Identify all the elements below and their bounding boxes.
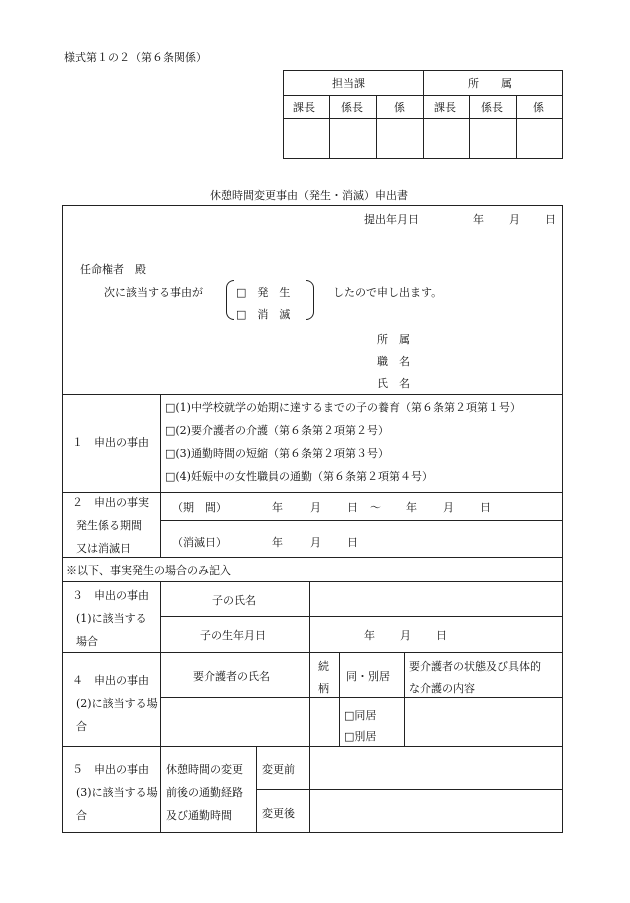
reason-option-2[interactable]: □(2)要介護者の介護（第６条第２項第２号） xyxy=(165,424,389,437)
position-label: 職 名 xyxy=(377,355,410,368)
approval-col: 課長 xyxy=(434,101,456,114)
period-end-year: 年 xyxy=(406,501,417,514)
name-label: 氏 名 xyxy=(377,377,410,390)
period-end-month: 月 xyxy=(443,501,454,514)
sec5-label: (3)に該当する場 xyxy=(76,786,158,799)
child-birthdate-label: 子の生年月日 xyxy=(200,629,266,642)
period-label: 又は消滅日 xyxy=(76,542,131,555)
checkbox-occurrence[interactable]: □ 発 生 xyxy=(236,286,291,299)
commute-desc: 前後の通勤経路 xyxy=(166,786,243,799)
care-state-label: 要介護者の状態及び具体的 xyxy=(409,660,541,673)
sec3-label: ３ 申出の事由 xyxy=(72,589,149,602)
date-year: 年 xyxy=(473,213,484,226)
care-state-label: な介護の内容 xyxy=(409,682,475,695)
sec4-label: 合 xyxy=(76,720,87,733)
sec4-label: (2)に該当する場 xyxy=(76,697,158,710)
extinction-day: 日 xyxy=(347,536,358,549)
intro-text: 次に該当する事由が xyxy=(104,286,203,299)
form-title: 休憩時間変更事由（発生・消滅）申出書 xyxy=(210,189,408,202)
extinction-month: 月 xyxy=(310,536,321,549)
approval-col: 係長 xyxy=(341,101,363,114)
period-type-label: （期 間） xyxy=(172,501,227,514)
form-number: 様式第１の２（第６条関係） xyxy=(64,51,207,64)
affiliation-label: 所 属 xyxy=(377,333,410,346)
approval-group-section: 担当課 xyxy=(332,77,365,90)
approval-col: 係 xyxy=(533,101,544,114)
reason-option-1[interactable]: □(1)中学校就学の始期に達するまでの子の養育（第６条第２項第１号） xyxy=(165,401,521,414)
left-bracket xyxy=(226,280,234,320)
carer-name-label: 要介護者の氏名 xyxy=(193,670,270,683)
approval-col: 係長 xyxy=(481,101,503,114)
approval-group-affiliation: 所 属 xyxy=(468,77,512,90)
right-bracket xyxy=(306,280,314,320)
birth-year: 年 xyxy=(364,629,375,642)
date-day: 日 xyxy=(545,213,556,226)
note-text: ※以下、事実発生の場合のみ記入 xyxy=(66,564,231,577)
period-tilde: ～ xyxy=(370,501,381,514)
extinction-year: 年 xyxy=(272,536,283,549)
reason-option-3[interactable]: □(3)通勤時間の短縮（第６条第２項第３号） xyxy=(165,447,389,460)
reason-option-4[interactable]: □(4)妊娠中の女性職員の通勤（第６条第２項第４号） xyxy=(165,470,433,483)
child-name-label: 子の氏名 xyxy=(212,594,256,607)
closing-text: したので申し出ます。 xyxy=(333,286,443,299)
period-start-month: 月 xyxy=(310,501,321,514)
checkbox-extinction[interactable]: □ 消 滅 xyxy=(236,308,291,321)
checkbox-separate-house[interactable]: □別居 xyxy=(344,730,377,743)
before-change-label: 変更前 xyxy=(262,763,295,776)
approval-col: 課長 xyxy=(293,101,315,114)
commute-desc: 及び通勤時間 xyxy=(166,809,232,822)
period-start-day: 日 xyxy=(347,501,358,514)
sec5-label: 合 xyxy=(76,809,87,822)
period-label: 発生係る期間 xyxy=(76,519,142,532)
sec3-label: 場合 xyxy=(76,635,98,648)
period-start-year: 年 xyxy=(272,501,283,514)
submission-date-label: 提出年月日 xyxy=(364,213,419,226)
addressee: 任命権者 殿 xyxy=(80,263,146,276)
approval-col: 係 xyxy=(394,101,405,114)
sec3-label: (1)に該当する xyxy=(76,612,147,625)
period-end-day: 日 xyxy=(480,501,491,514)
relationship-label: 続 xyxy=(318,660,329,673)
date-month: 月 xyxy=(509,213,520,226)
sec5-label: ５ 申出の事由 xyxy=(72,763,149,776)
cohabitation-label: 同・別居 xyxy=(346,670,390,683)
birth-month: 月 xyxy=(400,629,411,642)
reason-label: １ 申出の事由 xyxy=(72,436,149,449)
extinction-date-label: （消滅日） xyxy=(172,536,227,549)
sec4-label: ４ 申出の事由 xyxy=(72,674,149,687)
commute-desc: 休憩時間の変更 xyxy=(166,763,243,776)
after-change-label: 変更後 xyxy=(262,807,295,820)
period-label: ２ 申出の事実 xyxy=(72,496,149,509)
checkbox-same-house[interactable]: □同居 xyxy=(344,709,377,722)
birth-day: 日 xyxy=(436,629,447,642)
relationship-label: 柄 xyxy=(318,682,329,695)
